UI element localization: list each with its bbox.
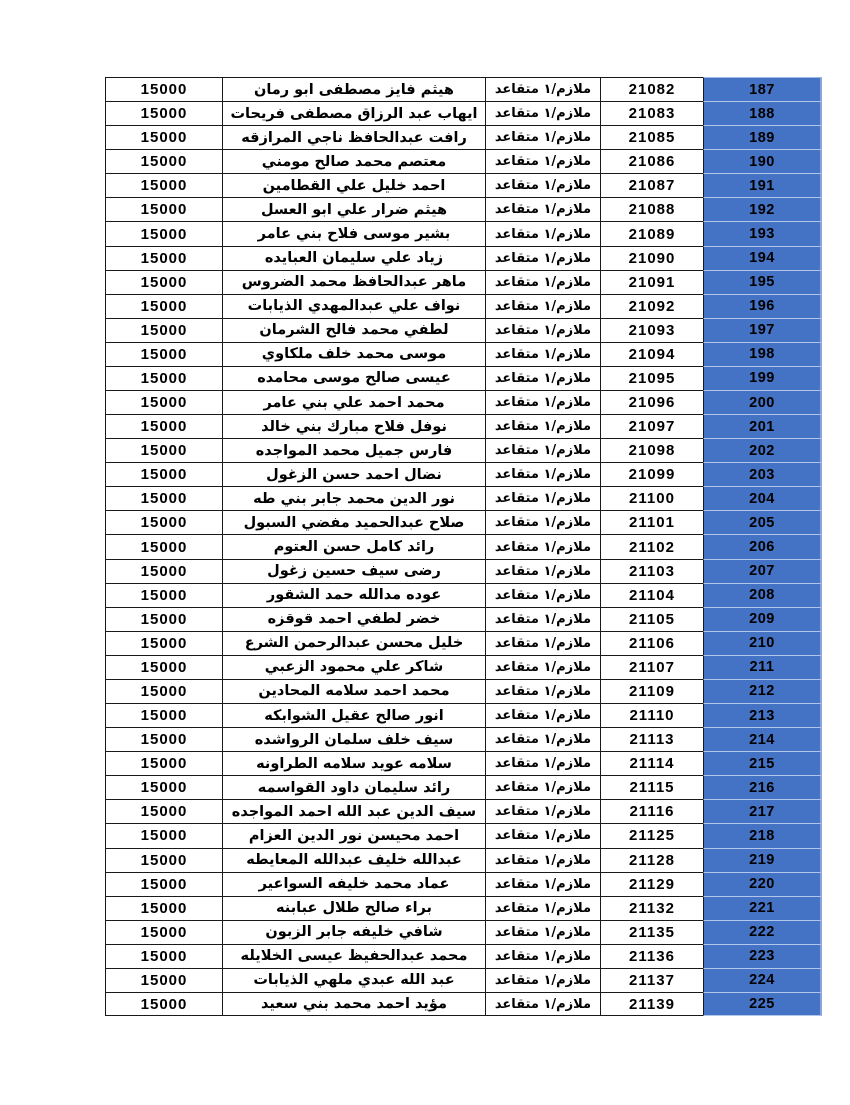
serial-cell: 213 [703,703,822,727]
amount-cell: 15000 [105,583,222,607]
name-cell: زياد علي سليمان العبايده [222,246,485,270]
name-cell: احمد محيسن نور الدين العزام [222,823,485,847]
serial-cell: 204 [703,486,822,510]
id-cell: 21091 [600,270,703,294]
name-cell: براء صالح طلال عبابنه [222,896,485,920]
serial-cell: 215 [703,751,822,775]
roster-table [105,77,822,1016]
id-cell: 21095 [600,366,703,390]
id-cell: 21082 [600,77,703,101]
amount-cell: 15000 [105,390,222,414]
serial-cell: 192 [703,197,822,221]
serial-cell: 208 [703,583,822,607]
table-row [105,872,822,896]
name-cell: لطفي محمد فالح الشرمان [222,318,485,342]
table-row [105,486,822,510]
serial-cell: 194 [703,246,822,270]
amount-cell: 15000 [105,703,222,727]
table-row [105,149,822,173]
table-row [105,173,822,197]
rank-cell: ملازم/١ متقاعد [485,125,600,149]
serial-cell: 193 [703,221,822,245]
rank-cell: ملازم/١ متقاعد [485,342,600,366]
rank-cell: ملازم/١ متقاعد [485,607,600,631]
table-row [105,920,822,944]
table-row [105,414,822,438]
table-row [105,390,822,414]
id-cell: 21114 [600,751,703,775]
rank-cell: ملازم/١ متقاعد [485,510,600,534]
id-cell: 21090 [600,246,703,270]
amount-cell: 15000 [105,559,222,583]
id-cell: 21139 [600,992,703,1016]
table-row [105,270,822,294]
table-row [105,703,822,727]
name-cell: رضى سيف حسين زغول [222,559,485,583]
table-row [105,246,822,270]
rank-cell: ملازم/١ متقاعد [485,751,600,775]
id-cell: 21093 [600,318,703,342]
serial-cell: 209 [703,607,822,631]
name-cell: شاكر علي محمود الزعبي [222,655,485,679]
amount-cell: 15000 [105,823,222,847]
rank-cell: ملازم/١ متقاعد [485,462,600,486]
amount-cell: 15000 [105,246,222,270]
table-row [105,992,822,1016]
id-cell: 21107 [600,655,703,679]
serial-cell: 189 [703,125,822,149]
amount-cell: 15000 [105,270,222,294]
rank-cell: ملازم/١ متقاعد [485,101,600,125]
rank-cell: ملازم/١ متقاعد [485,294,600,318]
serial-cell: 197 [703,318,822,342]
name-cell: فارس جميل محمد المواجده [222,438,485,462]
id-cell: 21089 [600,221,703,245]
amount-cell: 15000 [105,534,222,558]
serial-cell: 221 [703,896,822,920]
table-row [105,751,822,775]
amount-cell: 15000 [105,77,222,101]
id-cell: 21100 [600,486,703,510]
amount-cell: 15000 [105,992,222,1016]
name-cell: شافي خليفه جابر الزبون [222,920,485,944]
name-cell: صلاح عبدالحميد مفضي السبول [222,510,485,534]
rank-cell: ملازم/١ متقاعد [485,896,600,920]
serial-cell: 214 [703,727,822,751]
id-cell: 21102 [600,534,703,558]
name-cell: رائد سليمان داود القواسمه [222,775,485,799]
name-cell: سلامه عويد سلامه الطراونه [222,751,485,775]
id-cell: 21109 [600,679,703,703]
id-cell: 21096 [600,390,703,414]
name-cell: مؤيد احمد محمد بني سعيد [222,992,485,1016]
serial-cell: 210 [703,631,822,655]
amount-cell: 15000 [105,848,222,872]
rank-cell: ملازم/١ متقاعد [485,799,600,823]
name-cell: عبدالله خليف عبدالله المعايطه [222,848,485,872]
id-cell: 21103 [600,559,703,583]
name-cell: هيثم ضرار علي ابو العسل [222,197,485,221]
amount-cell: 15000 [105,318,222,342]
table-row [105,944,822,968]
amount-cell: 15000 [105,631,222,655]
serial-cell: 196 [703,294,822,318]
table-row [105,125,822,149]
id-cell: 21092 [600,294,703,318]
name-cell: بشير موسى فلاح بني عامر [222,221,485,245]
id-cell: 21106 [600,631,703,655]
serial-cell: 207 [703,559,822,583]
rank-cell: ملازم/١ متقاعد [485,655,600,679]
table-row [105,318,822,342]
rank-cell: ملازم/١ متقاعد [485,823,600,847]
name-cell: نوفل فلاح مبارك بني خالد [222,414,485,438]
name-cell: رائد كامل حسن العتوم [222,534,485,558]
table-row [105,462,822,486]
serial-cell: 187 [703,77,822,101]
serial-cell: 203 [703,462,822,486]
name-cell: نضال احمد حسن الزغول [222,462,485,486]
rank-cell: ملازم/١ متقاعد [485,968,600,992]
serial-cell: 199 [703,366,822,390]
id-cell: 21125 [600,823,703,847]
amount-cell: 15000 [105,751,222,775]
table-row [105,775,822,799]
table-row [105,607,822,631]
id-cell: 21137 [600,968,703,992]
rank-cell: ملازم/١ متقاعد [485,173,600,197]
serial-cell: 195 [703,270,822,294]
id-cell: 21097 [600,414,703,438]
table-row [105,896,822,920]
amount-cell: 15000 [105,414,222,438]
table-row [105,366,822,390]
table-row [105,968,822,992]
table-row [105,799,822,823]
rank-cell: ملازم/١ متقاعد [485,583,600,607]
amount-cell: 15000 [105,655,222,679]
amount-cell: 15000 [105,920,222,944]
name-cell: نور الدين محمد جابر بني طه [222,486,485,510]
amount-cell: 15000 [105,799,222,823]
serial-cell: 224 [703,968,822,992]
serial-cell: 216 [703,775,822,799]
id-cell: 21086 [600,149,703,173]
table-row [105,848,822,872]
name-cell: عبد الله عبدي ملهي الذيابات [222,968,485,992]
amount-cell: 15000 [105,294,222,318]
table-row [105,510,822,534]
name-cell: عماد محمد خليفه السواعير [222,872,485,896]
serial-cell: 222 [703,920,822,944]
amount-cell: 15000 [105,197,222,221]
amount-cell: 15000 [105,968,222,992]
id-cell: 21135 [600,920,703,944]
rank-cell: ملازم/١ متقاعد [485,270,600,294]
rank-cell: ملازم/١ متقاعد [485,414,600,438]
amount-cell: 15000 [105,125,222,149]
rank-cell: ملازم/١ متقاعد [485,775,600,799]
serial-cell: 198 [703,342,822,366]
rank-cell: ملازم/١ متقاعد [485,992,600,1016]
id-cell: 21105 [600,607,703,631]
table-body [105,77,822,1016]
amount-cell: 15000 [105,775,222,799]
name-cell: هيثم فايز مصطفى ابو رمان [222,77,485,101]
name-cell: عوده مدالله حمد الشقور [222,583,485,607]
table-row [105,679,822,703]
serial-cell: 205 [703,510,822,534]
amount-cell: 15000 [105,896,222,920]
serial-cell: 219 [703,848,822,872]
name-cell: احمد خليل علي القطامين [222,173,485,197]
rank-cell: ملازم/١ متقاعد [485,390,600,414]
table-row [105,221,822,245]
rank-cell: ملازم/١ متقاعد [485,534,600,558]
serial-cell: 223 [703,944,822,968]
id-cell: 21087 [600,173,703,197]
serial-cell: 200 [703,390,822,414]
table-row [105,438,822,462]
name-cell: معتصم محمد صالح مومني [222,149,485,173]
rank-cell: ملازم/١ متقاعد [485,679,600,703]
id-cell: 21098 [600,438,703,462]
name-cell: سيف خلف سلمان الرواشده [222,727,485,751]
name-cell: رافت عبدالحافظ ناجي المرازقه [222,125,485,149]
id-cell: 21113 [600,727,703,751]
serial-cell: 218 [703,823,822,847]
table-row [105,631,822,655]
table-row [105,294,822,318]
table-row [105,583,822,607]
amount-cell: 15000 [105,679,222,703]
rank-cell: ملازم/١ متقاعد [485,77,600,101]
amount-cell: 15000 [105,872,222,896]
id-cell: 21136 [600,944,703,968]
name-cell: عيسى صالح موسى محامده [222,366,485,390]
table-row [105,197,822,221]
rank-cell: ملازم/١ متقاعد [485,366,600,390]
rank-cell: ملازم/١ متقاعد [485,149,600,173]
id-cell: 21099 [600,462,703,486]
rank-cell: ملازم/١ متقاعد [485,848,600,872]
id-cell: 21115 [600,775,703,799]
table-row [105,101,822,125]
serial-cell: 206 [703,534,822,558]
name-cell: خليل محسن عبدالرحمن الشرع [222,631,485,655]
amount-cell: 15000 [105,366,222,390]
amount-cell: 15000 [105,944,222,968]
serial-cell: 225 [703,992,822,1016]
table-row [105,823,822,847]
amount-cell: 15000 [105,221,222,245]
name-cell: محمد احمد سلامه المحادين [222,679,485,703]
rank-cell: ملازم/١ متقاعد [485,246,600,270]
name-cell: ماهر عبدالحافظ محمد الضروس [222,270,485,294]
serial-cell: 191 [703,173,822,197]
rank-cell: ملازم/١ متقاعد [485,197,600,221]
name-cell: موسى محمد خلف ملكاوي [222,342,485,366]
table-row [105,655,822,679]
id-cell: 21101 [600,510,703,534]
amount-cell: 15000 [105,101,222,125]
table-row [105,342,822,366]
id-cell: 21129 [600,872,703,896]
serial-cell: 211 [703,655,822,679]
rank-cell: ملازم/١ متقاعد [485,727,600,751]
serial-cell: 212 [703,679,822,703]
id-cell: 21094 [600,342,703,366]
serial-cell: 220 [703,872,822,896]
rank-cell: ملازم/١ متقاعد [485,872,600,896]
rank-cell: ملازم/١ متقاعد [485,944,600,968]
serial-cell: 202 [703,438,822,462]
amount-cell: 15000 [105,438,222,462]
name-cell: انور صالح عقيل الشوابكه [222,703,485,727]
name-cell: محمد عبدالحفيظ عيسى الخلايله [222,944,485,968]
id-cell: 21085 [600,125,703,149]
table-row [105,534,822,558]
amount-cell: 15000 [105,149,222,173]
rank-cell: ملازم/١ متقاعد [485,318,600,342]
rank-cell: ملازم/١ متقاعد [485,920,600,944]
rank-cell: ملازم/١ متقاعد [485,221,600,245]
amount-cell: 15000 [105,173,222,197]
table-row [105,559,822,583]
amount-cell: 15000 [105,486,222,510]
name-cell: نواف علي عبدالمهدي الذيابات [222,294,485,318]
serial-cell: 217 [703,799,822,823]
rank-cell: ملازم/١ متقاعد [485,631,600,655]
rank-cell: ملازم/١ متقاعد [485,559,600,583]
amount-cell: 15000 [105,510,222,534]
rank-cell: ملازم/١ متقاعد [485,703,600,727]
amount-cell: 15000 [105,462,222,486]
serial-cell: 190 [703,149,822,173]
id-cell: 21116 [600,799,703,823]
amount-cell: 15000 [105,727,222,751]
rank-cell: ملازم/١ متقاعد [485,438,600,462]
amount-cell: 15000 [105,607,222,631]
id-cell: 21088 [600,197,703,221]
amount-cell: 15000 [105,342,222,366]
name-cell: ايهاب عبد الرزاق مصطفى فريحات [222,101,485,125]
rank-cell: ملازم/١ متقاعد [485,486,600,510]
table-row [105,727,822,751]
serial-cell: 201 [703,414,822,438]
id-cell: 21110 [600,703,703,727]
serial-cell: 188 [703,101,822,125]
id-cell: 21128 [600,848,703,872]
id-cell: 21104 [600,583,703,607]
name-cell: خضر لطفي احمد قوقزه [222,607,485,631]
table-row [105,77,822,101]
id-cell: 21132 [600,896,703,920]
id-cell: 21083 [600,101,703,125]
name-cell: سيف الدين عبد الله احمد المواجده [222,799,485,823]
name-cell: محمد احمد علي بني عامر [222,390,485,414]
